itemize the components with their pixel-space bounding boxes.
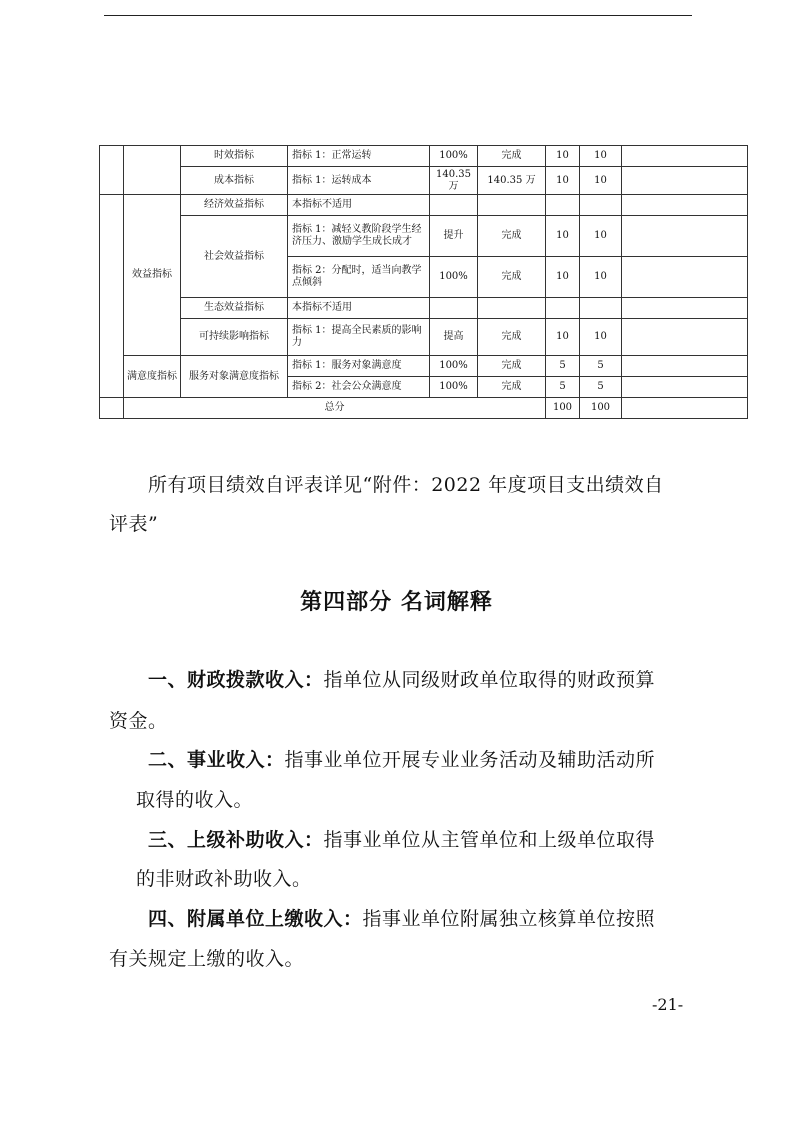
cell-weight: 5: [546, 356, 580, 377]
cell-score: 10: [580, 216, 622, 257]
cell-weight: 10: [546, 319, 580, 356]
attachment-note-line1: 所有项目绩效自评表详见“附件：2022 年度项目支出绩效自: [148, 474, 664, 496]
table-row: [100, 146, 748, 167]
cell-level2: 效益指标: [124, 195, 181, 356]
definition-1: [148, 669, 655, 691]
cell-score: 10: [580, 146, 622, 167]
cell-score: 10: [580, 257, 622, 298]
table-row: [100, 216, 748, 257]
cell-target: 100%: [430, 146, 478, 167]
cell-note: [622, 356, 748, 377]
cell-weight: 10: [546, 146, 580, 167]
page-number: -21-: [652, 995, 684, 1014]
cell-note: [622, 257, 748, 298]
cell-note: [622, 298, 748, 319]
cell-weight: 10: [546, 167, 580, 195]
total-weight: 100: [546, 398, 580, 419]
definition-term: 三、上级补助收入：: [148, 829, 324, 851]
cell-indicator: 指标 1：提高全民素质的影响力: [288, 319, 430, 356]
cell-indicator: 本指标不适用: [288, 298, 430, 319]
cell-level3: 社会效益指标: [181, 216, 288, 298]
attachment-note-line2: 评表”: [109, 513, 159, 535]
definition-3-cont: 的非财政补助收入。: [136, 868, 312, 890]
cell-note: [622, 146, 748, 167]
cell-indicator: 指标 1：运转成本: [288, 167, 430, 195]
cell-actual: 完成: [478, 377, 546, 398]
cell-level1: [100, 195, 124, 398]
definition-term: 四、附属单位上缴收入：: [148, 908, 363, 930]
cell-weight: 10: [546, 216, 580, 257]
definition-text: 指单位从同级财政单位取得的财政预算: [323, 669, 656, 691]
cell-level3: 服务对象满意度指标: [181, 356, 288, 398]
definition-4-cont: 有关规定上缴的收入。: [109, 948, 305, 970]
table-row: [100, 319, 748, 356]
cell-weight: [546, 195, 580, 216]
table-row: [100, 167, 748, 195]
cell-actual: 完成: [478, 319, 546, 356]
definition-2-cont: 取得的收入。: [136, 789, 254, 811]
cell-score: [580, 298, 622, 319]
cell-level2: 满意度指标: [124, 356, 181, 398]
cell-target: 140.35万: [430, 167, 478, 195]
cell-target: 提升: [430, 216, 478, 257]
cell-level1: [100, 398, 124, 419]
table-row: [100, 298, 748, 319]
cell-level3: 时效指标: [181, 146, 288, 167]
total-score: 100: [580, 398, 622, 419]
definition-text: 指事业单位从主管单位和上级单位取得: [323, 829, 656, 851]
section-title: 第四部分 名词解释: [300, 589, 493, 615]
cell-score: [580, 195, 622, 216]
cell-indicator: 本指标不适用: [288, 195, 430, 216]
cell-actual: 完成: [478, 257, 546, 298]
cell-level2: [124, 146, 181, 195]
definition-term: 一、财政拨款收入：: [148, 669, 324, 691]
cell-target: [430, 298, 478, 319]
cell-target: [430, 195, 478, 216]
cell-note: [622, 167, 748, 195]
cell-level3: 成本指标: [181, 167, 288, 195]
definition-1-cont: 资金。: [109, 710, 168, 732]
cell-actual: [478, 298, 546, 319]
cell-actual: [478, 195, 546, 216]
definition-4: [148, 908, 655, 930]
cell-target: 提高: [430, 319, 478, 356]
cell-indicator: 指标 1：服务对象满意度: [288, 356, 430, 377]
cell-score: 10: [580, 167, 622, 195]
cell-indicator: 指标 1：减轻义教阶段学生经济压力、激励学生成长成才: [288, 216, 430, 257]
cell-target: 100%: [430, 377, 478, 398]
performance-table: [99, 145, 748, 419]
cell-actual: 完成: [478, 146, 546, 167]
cell-score: 10: [580, 319, 622, 356]
header-rule: [104, 15, 692, 16]
cell-actual: 完成: [478, 356, 546, 377]
table-row: [100, 356, 748, 377]
total-label: 总分: [124, 398, 546, 419]
cell-actual: 140.35 万: [478, 167, 546, 195]
cell-level3: 生态效益指标: [181, 298, 288, 319]
cell-level3: 经济效益指标: [181, 195, 288, 216]
cell-weight: 5: [546, 377, 580, 398]
definition-text: 指事业单位附属独立核算单位按照: [362, 908, 656, 930]
table-total-row: [100, 398, 748, 419]
cell-indicator: 指标 2：社会公众满意度: [288, 377, 430, 398]
cell-weight: 10: [546, 257, 580, 298]
table-row: [100, 195, 748, 216]
definition-term: 二、事业收入：: [148, 749, 285, 771]
cell-note: [622, 195, 748, 216]
cell-note: [622, 398, 748, 419]
cell-note: [622, 216, 748, 257]
definition-2: [148, 749, 655, 771]
cell-target: 100%: [430, 356, 478, 377]
cell-score: 5: [580, 356, 622, 377]
definition-text: 指事业单位开展专业业务活动及辅助活动所: [284, 749, 656, 771]
cell-weight: [546, 298, 580, 319]
cell-level3: 可持续影响指标: [181, 319, 288, 356]
cell-indicator: 指标 2：分配时，适当向教学点倾斜: [288, 257, 430, 298]
cell-score: 5: [580, 377, 622, 398]
cell-note: [622, 377, 748, 398]
cell-note: [622, 319, 748, 356]
cell-actual: 完成: [478, 216, 546, 257]
definition-3: [148, 829, 655, 851]
cell-level1: [100, 146, 124, 195]
cell-target: 100%: [430, 257, 478, 298]
cell-indicator: 指标 1：正常运转: [288, 146, 430, 167]
